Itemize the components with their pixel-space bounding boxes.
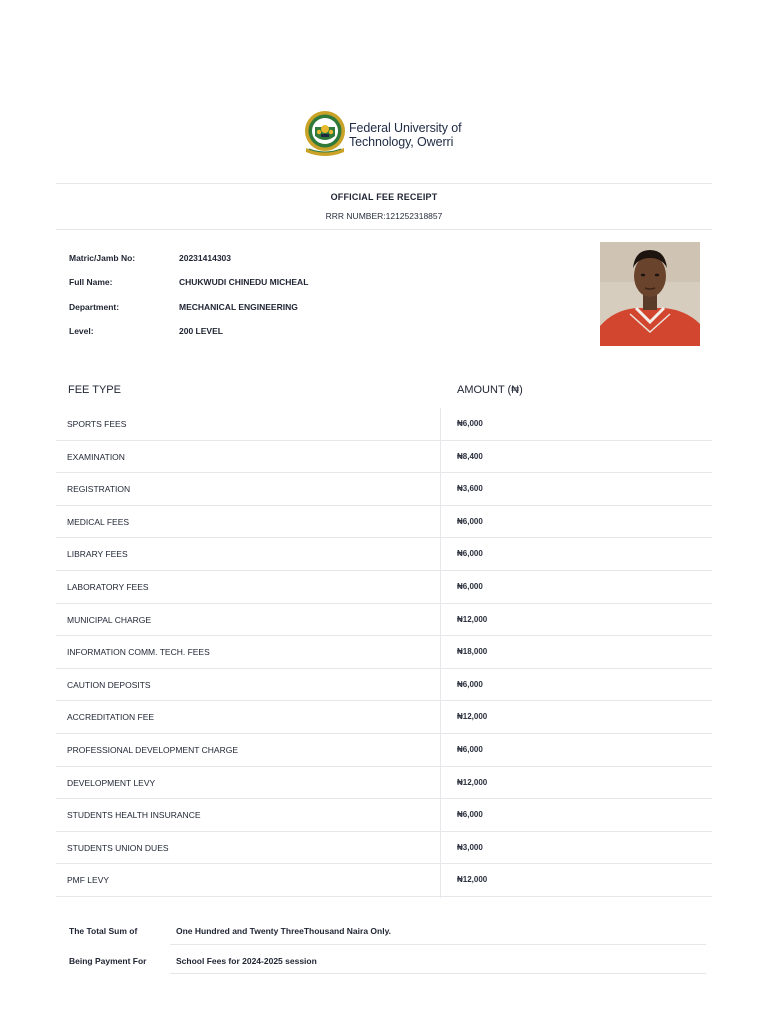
fee-type-cell: LIBRARY FEES	[67, 549, 128, 560]
fee-row	[56, 799, 712, 832]
student-info-value: CHUKWUDI CHINEDU MICHEAL	[179, 277, 309, 288]
university-logo-icon	[304, 110, 346, 158]
fee-row	[56, 408, 712, 441]
fee-amount-cell: ₦12,000	[457, 875, 488, 885]
fee-type-cell: MUNICIPAL CHARGE	[67, 614, 152, 625]
fee-row	[56, 636, 712, 669]
student-info-label: Matric/Jamb No:	[69, 253, 136, 263]
fee-amount-cell: ₦6,000	[457, 549, 483, 559]
student-info-value: MECHANICAL ENGINEERING	[179, 301, 298, 312]
student-info-label: Level:	[69, 325, 94, 336]
fee-amount-cell: ₦12,000	[457, 712, 488, 722]
amount-header: AMOUNT (₦)	[457, 384, 523, 396]
fee-row	[56, 571, 712, 604]
payment-summary	[56, 914, 706, 973]
fee-amount-cell: ₦3,600	[457, 484, 483, 494]
student-info-label: Full Name:	[69, 277, 113, 288]
payment-for-label: Being Payment For	[69, 955, 147, 966]
payment-for-value: School Fees for 2024-2025 session	[176, 955, 317, 966]
fee-amount-cell: ₦6,000	[457, 679, 483, 689]
fee-row	[56, 441, 712, 474]
fee-amount-cell: ₦6,000	[457, 419, 483, 428]
fee-type-cell: PROFESSIONAL DEVELOPMENT CHARGE	[67, 744, 238, 755]
fee-row	[56, 473, 712, 506]
fee-row	[56, 669, 712, 702]
fee-type-cell: SPORTS FEES	[67, 419, 127, 429]
fee-row	[56, 832, 712, 865]
fee-amount-cell: ₦6,000	[457, 581, 483, 591]
fee-row	[56, 864, 712, 897]
fee-amount-cell: ₦6,000	[457, 516, 483, 526]
fee-amount-cell: ₦6,000	[457, 744, 483, 754]
student-info-value: 20231414303	[179, 253, 232, 263]
fee-amount-cell: ₦6,000	[457, 810, 483, 820]
fee-amount-cell: ₦8,400	[457, 451, 483, 461]
fee-row	[56, 767, 712, 800]
payment-for-row	[56, 944, 706, 974]
rrr-label: RRR NUMBER:	[325, 211, 386, 221]
fee-type-cell: STUDENTS HEALTH INSURANCE	[67, 810, 201, 821]
student-photo	[600, 242, 700, 346]
fee-type-header: FEE TYPE	[68, 384, 121, 396]
total-sum-row	[56, 914, 706, 944]
fee-type-cell: CAUTION DEPOSITS	[67, 679, 151, 690]
fee-row	[56, 701, 712, 734]
fee-row	[56, 604, 712, 637]
rrr-value: 121252318857	[385, 211, 443, 221]
student-info-label: Department:	[69, 301, 120, 312]
fee-type-cell: MEDICAL FEES	[67, 516, 130, 527]
rrr-number	[0, 211, 768, 221]
fee-amount-cell: ₦3,000	[457, 842, 483, 852]
header-divider	[56, 183, 712, 184]
fee-amount-cell: ₦12,000	[457, 614, 488, 624]
fee-row	[56, 506, 712, 539]
fee-type-cell: DEVELOPMENT LEVY	[67, 777, 156, 788]
total-sum-value: One Hundred and Twenty ThreeThousand Naira Only.	[176, 926, 392, 936]
university-name	[349, 121, 462, 149]
student-info-value: 200 LEVEL	[179, 325, 223, 336]
fee-amount-cell: ₦18,000	[457, 647, 488, 657]
fee-type-cell: LABORATORY FEES	[67, 581, 149, 592]
fee-type-cell: STUDENTS UNION DUES	[67, 842, 169, 853]
fee-amount-cell: ₦12,000	[457, 777, 488, 787]
university-name-line2: Technology, Owerri	[349, 135, 454, 149]
fee-type-cell: PMF LEVY	[67, 875, 110, 886]
fee-row	[56, 734, 712, 767]
receipt-header	[0, 108, 768, 160]
fee-type-cell: EXAMINATION	[67, 451, 125, 462]
university-name-line1: Federal University of	[349, 121, 462, 135]
payment-for-divider	[170, 973, 706, 974]
fee-type-cell: INFORMATION COMM. TECH. FEES	[67, 647, 210, 658]
fee-row	[56, 538, 712, 571]
receipt-title: OFFICIAL FEE RECEIPT	[330, 192, 438, 202]
total-sum-label: The Total Sum of	[69, 926, 138, 936]
title-divider	[56, 229, 712, 230]
fee-type-cell: ACCREDITATION FEE	[67, 712, 155, 723]
fee-type-cell: REGISTRATION	[67, 484, 131, 495]
fee-table	[56, 408, 712, 897]
